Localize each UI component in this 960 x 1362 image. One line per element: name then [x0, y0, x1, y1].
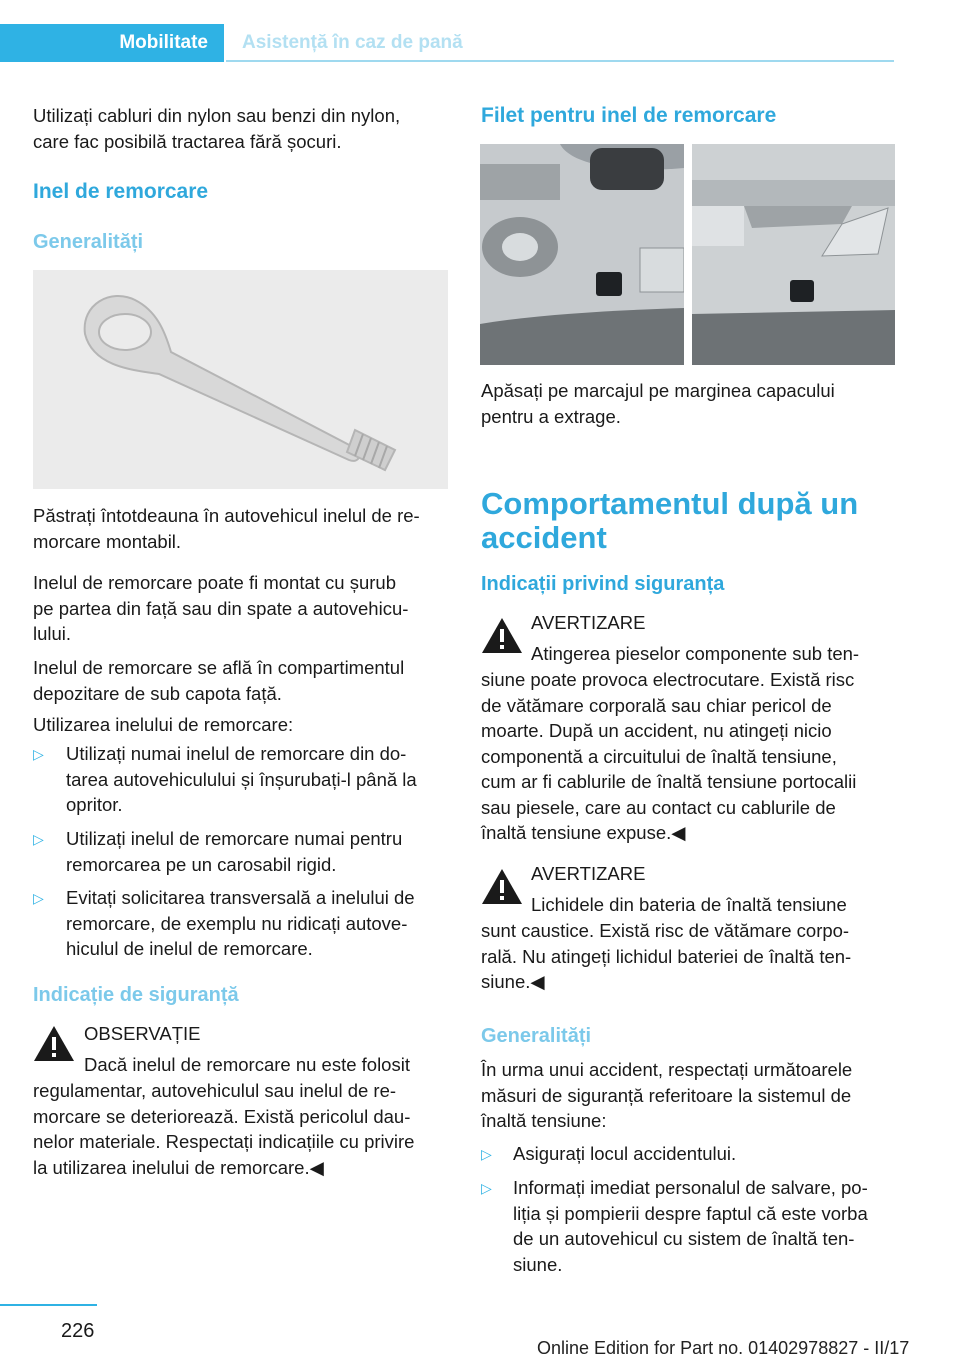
text-line: Asigurați locul accidentului.: [513, 1143, 737, 1164]
text-line: moarte. După un accident, nu atingeți nicio: [481, 720, 832, 741]
bullet-triangle-icon: ▷: [33, 890, 44, 906]
text-line: depozitare de sub capota față.: [33, 682, 282, 704]
text-line: Utilizați inelul de remorcare numai pentru: [66, 828, 403, 849]
text-line: hiculul de inelul de remorcare.: [66, 938, 313, 959]
warning-line: Lichidele din bateria de înaltă tensiune: [531, 894, 847, 915]
text-line: remorcarea pe un carosabil rigid.: [66, 853, 337, 875]
text-line: pentru a extrage.: [481, 405, 621, 427]
text-line: În urma unui accident, respectați următoarele: [481, 1059, 853, 1080]
heading-filet: Filet pentru inel de remorcare: [481, 104, 777, 127]
rear-bumper-illustration: [692, 144, 895, 365]
text-line: măsuri de siguranță referitoare la sistemul de: [481, 1084, 852, 1106]
warning-triangle-icon: [481, 868, 523, 905]
heading-indicatie-de-siguranta: Indicație de siguranță: [33, 984, 239, 1006]
text-line: morcare montabil.: [33, 530, 182, 552]
warning-triangle-icon: [33, 1025, 75, 1062]
rear-bumper-photo: [692, 144, 895, 365]
text-line: Apăsați pe marcajul pe marginea capacului: [481, 380, 835, 401]
text-line: morcare se deteriorează. Există pericolul dau‐: [33, 1105, 411, 1127]
text-line: opritor.: [66, 794, 123, 815]
text-line: Inelul de remorcare poate fi montat cu șurub: [33, 572, 396, 593]
edition-text: Online Edition for Part no. 01402978827 - II/17: [537, 1338, 910, 1358]
text-line: Comportamentul după un: [481, 486, 859, 521]
heading-inel-de-remorcare: Inel de remorcare: [33, 180, 209, 203]
text-line: Păstrați întotdeauna în autovehicul inelul de re‐: [33, 505, 420, 526]
text-line: Evitați solicitarea transversală a inelului de: [66, 887, 415, 908]
list-item: [513, 1141, 736, 1167]
warning-line: Atingerea pieselor componente sub ten‐: [531, 643, 860, 664]
text-line: siune.: [513, 1253, 563, 1275]
text-line: cum ar fi cablurile de înaltă tensiune portocalii: [481, 771, 857, 792]
paragraph-apasati: [481, 378, 835, 429]
text-line: Informați imediat personalul de salvare, po‐: [513, 1177, 868, 1198]
text-line: la utilizarea inelului de remorcare.◀: [33, 1156, 324, 1178]
header-subsection-tab: [226, 24, 894, 62]
paragraph-montat: [33, 570, 408, 647]
text-line: sau piesele, care au contact cu cablurile de: [481, 796, 836, 818]
warning-triangle-icon: [481, 617, 523, 654]
warning-body: [481, 667, 856, 846]
header-section-label: Mobilitate: [119, 32, 208, 53]
notice-title: OBSERVAȚIE: [84, 1023, 201, 1044]
text-line: Utilizați cabluri din nylon sau benzi din nylon,: [33, 105, 401, 126]
text-line: lului.: [33, 623, 72, 644]
text-line: componentă a circuitului de înaltă tensiune,: [481, 745, 837, 767]
text-line: de vătămare corporală sau chiar pericol de: [481, 694, 832, 716]
heading-comportament: [481, 487, 858, 555]
front-bumper-photo: [480, 144, 684, 365]
list-item: [66, 826, 402, 877]
text-line: remorcare, de exemplu nu ridicați autove‐: [66, 912, 408, 934]
header-section-tab: [0, 24, 224, 62]
page-number: 226: [61, 1320, 95, 1342]
text-line: regulamentar, autovehiculul sau inelul de re‐: [33, 1080, 397, 1101]
text-line: înaltă tensiune expuse.◀: [481, 822, 686, 843]
bullet-triangle-icon: ▷: [481, 1180, 492, 1196]
text-line: Inelul de remorcare se află în compartimentul: [33, 657, 405, 678]
text-line: sunt caustice. Există risc de vătămare corpo‐: [481, 920, 850, 941]
warning-title: AVERTIZARE: [531, 863, 646, 884]
text-line: de un autovehicul cu sistem de înaltă ten‐: [513, 1228, 855, 1249]
paragraph-urma-accident: [481, 1057, 852, 1134]
text-line: accident: [481, 520, 607, 555]
warning-title: AVERTIZARE: [531, 612, 646, 633]
front-bumper-illustration: [480, 144, 684, 365]
text-line: siune.◀: [481, 971, 545, 992]
footer-rule: [0, 1304, 97, 1306]
list-item: [66, 885, 415, 962]
text-line: siune poate provoca electrocutare. Există risc: [481, 669, 855, 690]
text-line: nelor materiale. Respectați indicațiile cu privire: [33, 1131, 415, 1152]
bullet-triangle-icon: ▷: [33, 831, 44, 847]
warning-body: [481, 918, 851, 995]
text-line: pe partea din față sau din spate a autovehicu‐: [33, 597, 409, 619]
paragraph-compartiment: [33, 655, 404, 706]
text-line: înaltă tensiune:: [481, 1110, 607, 1131]
heading-generalitati: Generalități: [33, 231, 144, 253]
text-line: Utilizați numai inelul de remorcare din do‐: [66, 743, 407, 764]
text-line: liția și pompierii despre faptul că este vorba: [513, 1202, 868, 1224]
heading-indicatii-siguranta: Indicații privind siguranța: [481, 573, 725, 595]
heading-generalitati-right: Generalități: [481, 1025, 592, 1047]
notice-line: Dacă inelul de remorcare nu este folosit: [84, 1054, 410, 1075]
tow-ring-illustration: [33, 270, 448, 489]
intro-paragraph: [33, 103, 400, 154]
list-item: [513, 1175, 868, 1277]
tow-ring-image: [33, 270, 448, 489]
list-item: [66, 741, 417, 818]
text-line: tarea autovehiculului și înșurubați-l până la: [66, 768, 417, 790]
header-subsection-label: Asistență în caz de pană: [242, 32, 463, 53]
bullet-triangle-icon: ▷: [33, 746, 44, 762]
paragraph-pastrati: [33, 503, 420, 554]
text-line: rală. Nu atingeți lichidul bateriei de înaltă ten‐: [481, 945, 852, 967]
text-line: care fac posibilă tractarea fără șocuri.: [33, 130, 342, 152]
paragraph-utilizarea: Utilizarea inelului de remorcare:: [33, 714, 294, 735]
bullet-triangle-icon: ▷: [481, 1146, 492, 1162]
notice-body: [33, 1078, 414, 1180]
